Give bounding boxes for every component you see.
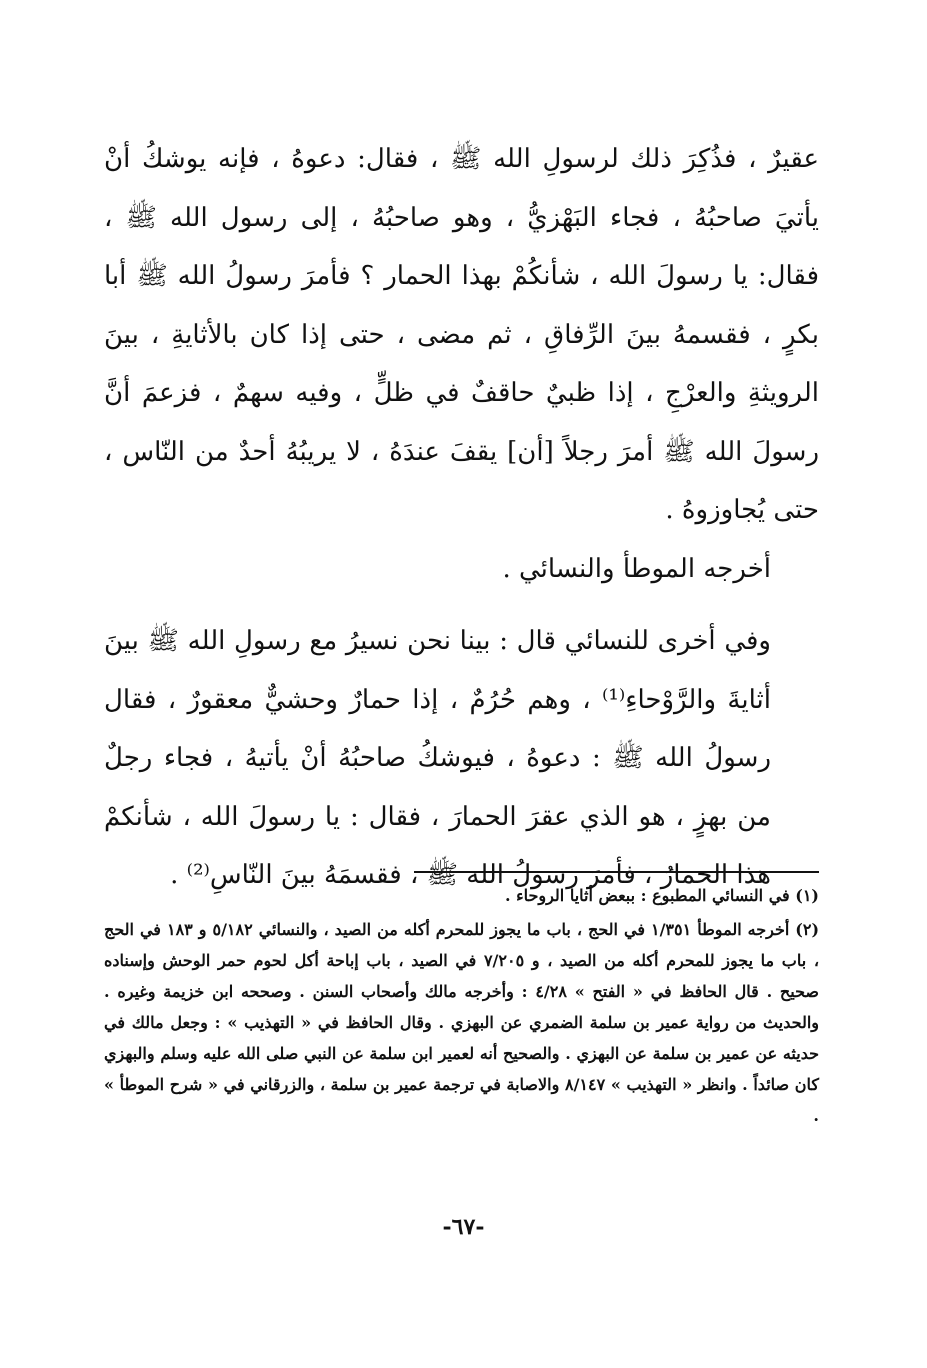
footnotes	[104, 880, 819, 1134]
paragraph-takhrij: أخرجه الموطأ والنسائي .	[502, 553, 771, 584]
footnote-2: (٢) أخرجه الموطأ ١/٣٥١ في الحج ، باب ما يجوز للمحرم أكله من الصيد ، والنسائي ٥/١٨٢ و ١٨٣ في الحج ، باب ما يجوز للمحرم أكله من الصيد ، و ٧/٢٠٥ في الصيد ، باب إباحة أكل لحوم حمر الوحش وإسناده صحيح . قال الحافظ في « الفتح » ٤/٢٨ : وأخرجه مالك وأصحاب السنن . وصححه ابن خزيمة وغيره . والحديث من رواية عمير بن سلمة الضمري عن البهزي . وقال الحافظ في « التهذيب » : وجعل مالك في حديثه عن عمير بن سلمة عن البهزي . والصحيح أنه لعمير ابن سلمة عن النبي صلى الله عليه وسلم والبهزي كان صائداً . وانظر « التهذيب » ٨/١٤٧ والاصابة في ترجمة عمير بن سلمة ، والزرقاني في « شرح الموطأ » .	[104, 920, 820, 1125]
page-number: -٦٧-	[442, 1214, 485, 1240]
paragraph-nasai-variant: وفي أخرى للنسائي قال : بينا نحن نسيرُ مع رسولِ الله ﷺ بينَ أثايةَ والرَّوْحاءِ⁽¹⁾ ، وهم حُرُمٌ ، إذا حمارٌ وحشيٌّ معقورٌ ، فقال رسولُ الله ﷺ : دعوهُ ، فيوشكُ صاحبُهُ أنْ يأتيهُ ، فجاء رجلٌ من بهزٍ ، هو الذي عقرَ الحمارَ ، فقال : يا رسولَ الله ، شأنكمْ هذا الحمارُ ، فأمرَ رسولُ الله ﷺ ، فقسمَهُ بينَ النّاسِ⁽²⁾ .	[104, 626, 771, 890]
main-text-body	[104, 130, 819, 905]
footnote-1: (١) في النسائي المطبوع : ببعض أثايا الروحاء .	[504, 886, 819, 905]
paragraph-hadith-continuation: عقيرٌ ، فذُكِرَ ذلك لرسولِ الله ﷺ ، فقال: دعوهُ ، فإنه يوشكُ أنْ يأتيَ صاحبُهُ ، فجاء البَهْزيُّ ، وهو صاحبُهُ ، إلى رسول الله ﷺ ، فقال: يا رسولَ الله ، شأنكُمْ بهذا الحمار ؟ فأمرَ رسولُ الله ﷺ أبا بكرٍ ، فقسمهُ بينَ الرِّفاقِ ، ثم مضى ، حتى إذا كان بالأثايةِ ، بينَ الرويثةِ والعرْجِ ، إذا ظبيٌ حاقفٌ في ظلٍّ ، وفيه سهمٌ ، فزعمَ أنَّ رسولَ الله ﷺ أمرَ رجلاً [أن] يقفَ عندَهُ ، لا يريبُهُ أحدٌ من النّاس ، حتى يُجاوزوهُ .	[104, 144, 819, 525]
footnote-separator	[414, 871, 819, 873]
